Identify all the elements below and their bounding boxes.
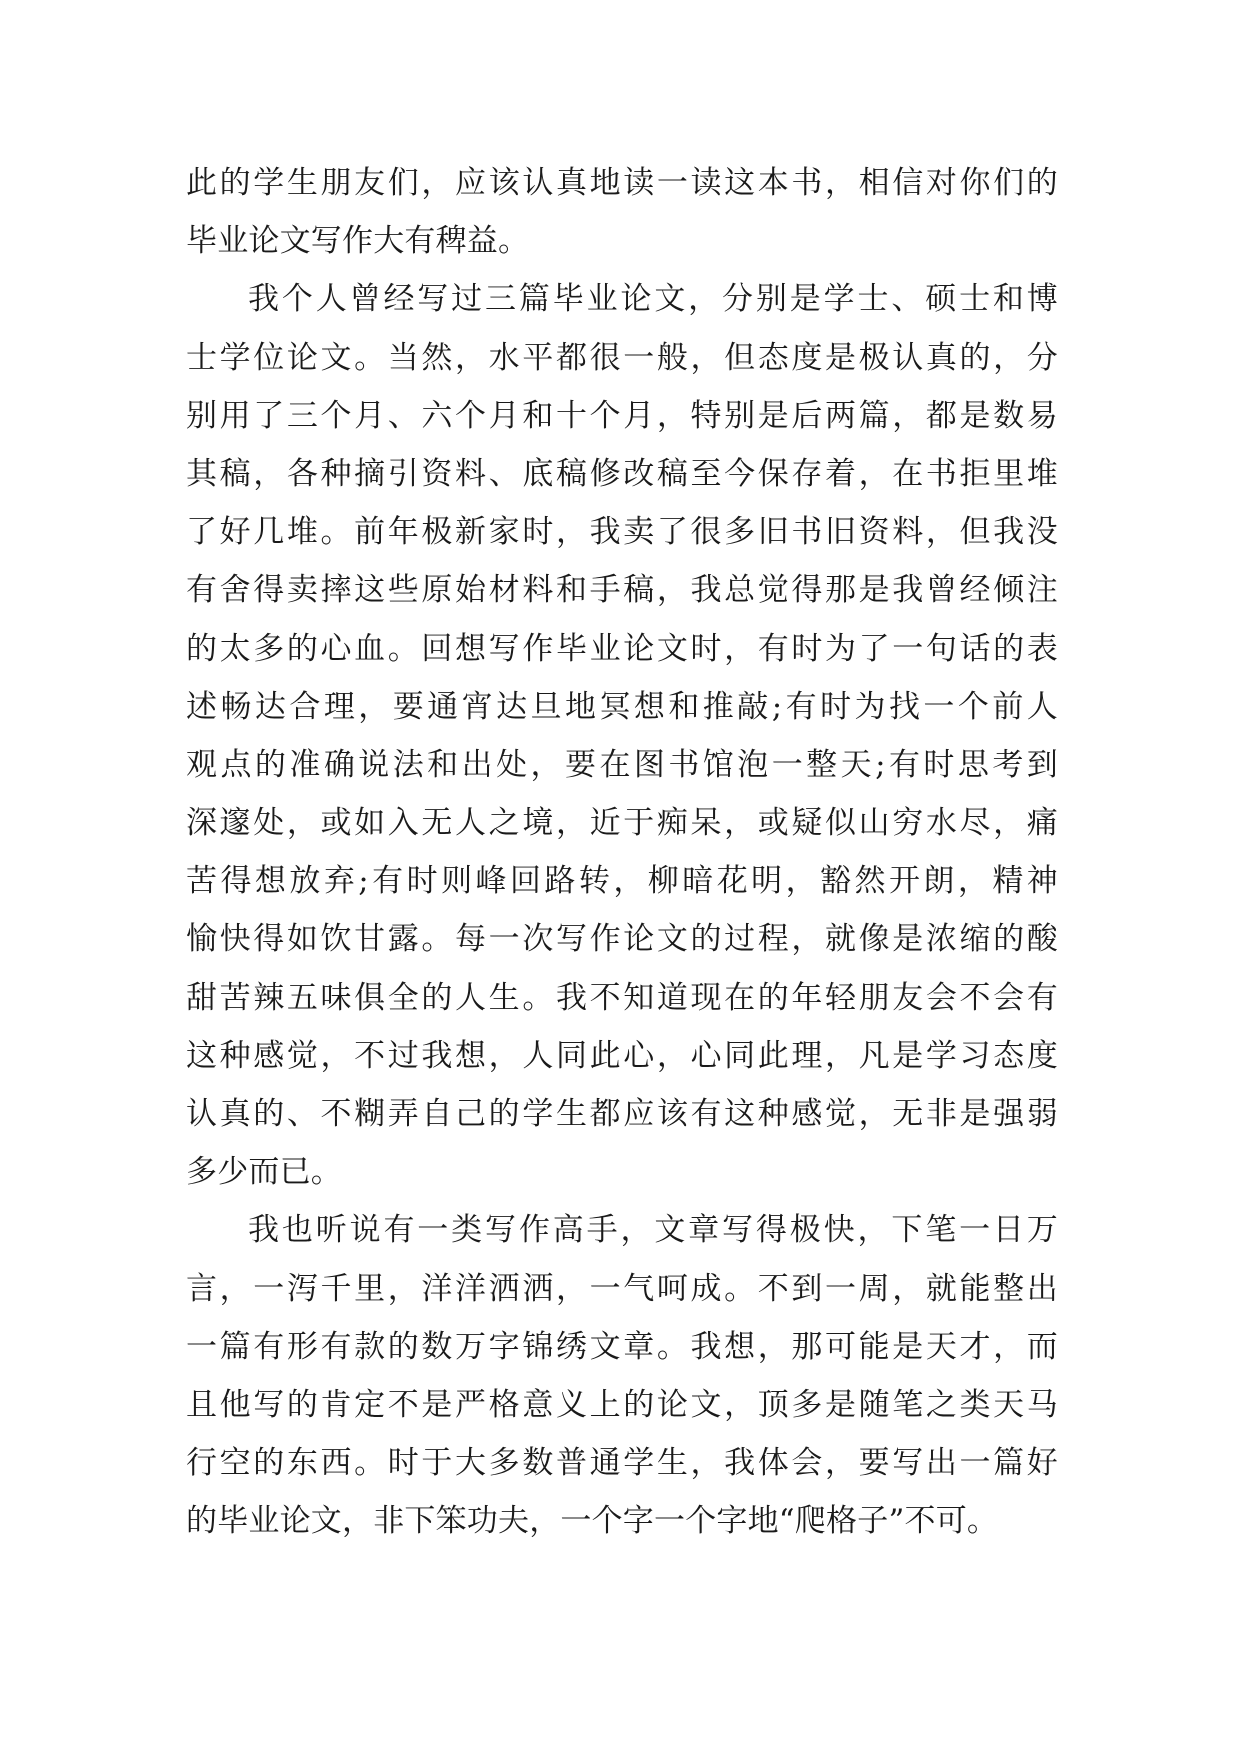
text-line: 此的学生朋友们，应该认真地读一读这本书，相信对你们的	[186, 165, 1058, 201]
text-line: 我也听说有一类写作高手，文章写得极快，下笔一日万	[248, 1212, 1058, 1249]
text-line: 认真的、不糊弄自己的学生都应该有这种感觉，无非是强弱	[186, 1096, 1058, 1132]
text-line: 的太多的心血。回想写作毕业论文时，有时为了一句话的表	[186, 630, 1058, 667]
text-line: 的毕业论文，非下笨功夫，一个字一个字地“爬格子”不可。	[186, 1503, 999, 1540]
text-line: 了好几堆。前年极新家时，我卖了很多旧书旧资料，但我没	[186, 514, 1058, 551]
text-line: 士学位论文。当然，水平都很一般，但态度是极认真的，分	[186, 339, 1058, 376]
text-line: 有舍得卖摔这些原始材料和手稿，我总觉得那是我曾经倾注	[186, 572, 1058, 609]
text-line: 言，一泻千里，洋洋洒洒，一气呵成。不到一周，就能整出	[186, 1270, 1058, 1307]
text-line: 甜苦辣五味俱全的人生。我不知道现在的年轻朋友会不会有	[186, 979, 1058, 1016]
text-line: 苦得想放弃;有时则峰回路转，柳暗花明，豁然开朗，精神	[186, 863, 1058, 900]
paragraph-1	[186, 154, 1058, 270]
text-line: 行空的东西。时于大多数普通学生，我体会，要写出一篇好	[186, 1445, 1058, 1482]
text-line: 别用了三个月、六个月和十个月，特别是后两篇，都是数易	[186, 397, 1058, 434]
paragraph-3	[186, 1201, 1058, 1550]
text-line: 多少而已。	[186, 1154, 342, 1191]
text-line: 愉快得如饮甘露。每一次写作论文的过程，就像是浓缩的酸	[186, 921, 1058, 958]
text-line: 观点的准确说法和出处，要在图书馆泡一整天;有时思考到	[186, 746, 1058, 783]
text-line: 一篇有形有款的数万字锦绣文章。我想，那可能是天才，而	[186, 1328, 1058, 1365]
text-line: 深邃处，或如入无人之境，近于痴呆，或疑似山穷水尽，痛	[186, 805, 1058, 842]
text-line: 且他写的肯定不是严格意义上的论文，顶多是随笔之类天马	[186, 1386, 1058, 1423]
text-line: 我个人曾经写过三篇毕业论文，分别是学士、硕士和博	[248, 281, 1058, 318]
document-body	[186, 154, 1058, 1551]
text-line: 其稿，各种摘引资料、底稿修改稿至今保存着，在书拒里堆	[186, 455, 1058, 492]
paragraph-2	[186, 270, 1058, 1201]
text-line: 述畅达合理，要通宵达旦地冥想和推敲;有时为找一个前人	[186, 688, 1058, 725]
text-line: 毕业论文写作大有稗益。	[186, 223, 530, 260]
text-line: 这种感觉，不过我想，人同此心，心同此理，凡是学习态度	[186, 1037, 1058, 1074]
